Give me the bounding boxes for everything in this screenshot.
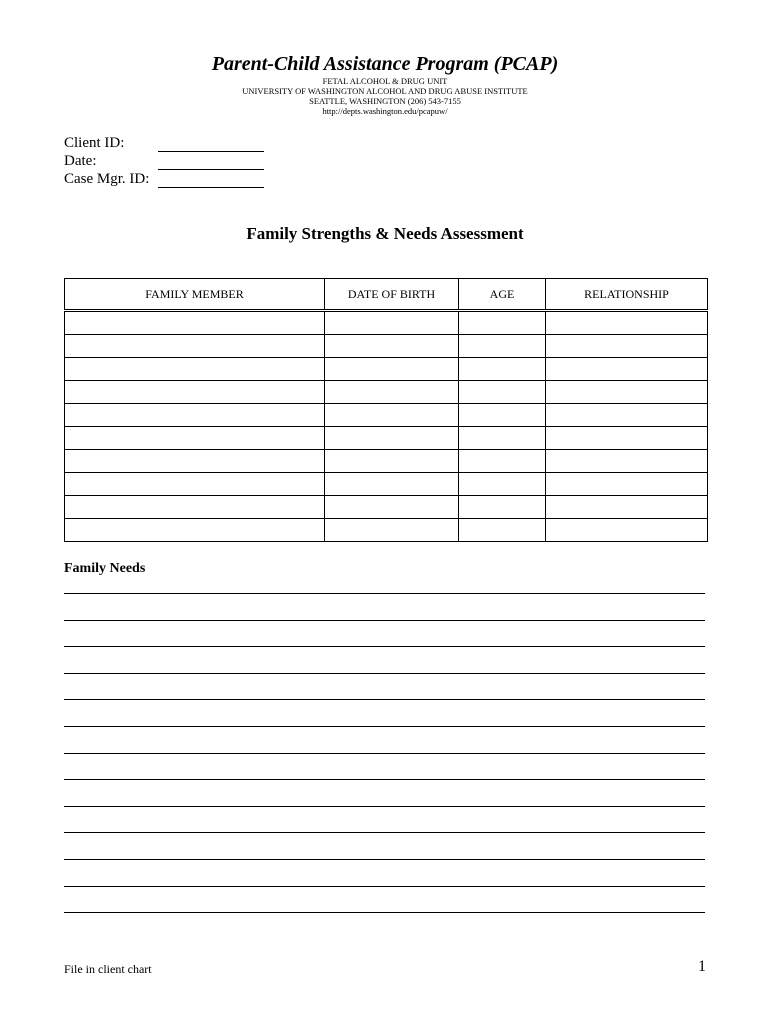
date-of-birth-cell[interactable] (325, 335, 459, 358)
institute-name: UNIVERSITY OF WASHINGTON ALCOHOL AND DRUG ABUSE INSTITUTE (242, 86, 528, 96)
age-cell[interactable] (459, 427, 546, 450)
column-header-age: AGE (459, 279, 546, 311)
client-id-row (64, 134, 264, 152)
client-id-field[interactable] (158, 137, 264, 152)
relationship-cell[interactable] (546, 450, 708, 473)
family-member-cell[interactable] (65, 358, 325, 381)
date-of-birth-cell[interactable] (325, 381, 459, 404)
family-member-cell[interactable] (65, 519, 325, 542)
family-members-table (64, 278, 708, 542)
client-id-label: Client ID: (64, 135, 125, 151)
relationship-cell[interactable] (546, 404, 708, 427)
relationship-cell[interactable] (546, 473, 708, 496)
writing-line[interactable] (64, 806, 705, 833)
table-row (65, 496, 708, 519)
age-cell[interactable] (459, 496, 546, 519)
writing-line[interactable] (64, 646, 705, 673)
unit-name: FETAL ALCOHOL & DRUG UNIT (322, 76, 448, 86)
family-member-cell[interactable] (65, 450, 325, 473)
family-member-cell[interactable] (65, 381, 325, 404)
age-cell[interactable] (459, 381, 546, 404)
family-member-cell[interactable] (65, 311, 325, 335)
relationship-cell[interactable] (546, 335, 708, 358)
relationship-cell[interactable] (546, 358, 708, 381)
case-mgr-id-row (64, 170, 264, 188)
document-header (0, 52, 770, 116)
column-header-date-of-birth: DATE OF BIRTH (325, 279, 459, 311)
column-header-family-member: FAMILY MEMBER (65, 279, 325, 311)
date-of-birth-cell[interactable] (325, 496, 459, 519)
relationship-cell[interactable] (546, 496, 708, 519)
age-cell[interactable] (459, 311, 546, 335)
age-cell[interactable] (459, 335, 546, 358)
family-member-cell[interactable] (65, 335, 325, 358)
table-row (65, 311, 708, 335)
writing-line[interactable] (64, 912, 705, 939)
family-needs-heading: Family Needs (64, 561, 146, 576)
writing-line[interactable] (64, 699, 705, 726)
table-row (65, 427, 708, 450)
table-header-row (65, 279, 708, 311)
family-needs-lines (64, 593, 705, 939)
relationship-cell[interactable] (546, 311, 708, 335)
writing-line[interactable] (64, 832, 705, 859)
age-cell[interactable] (459, 404, 546, 427)
date-label: Date: (64, 153, 97, 169)
date-row (64, 152, 264, 170)
writing-line[interactable] (64, 673, 705, 700)
relationship-cell[interactable] (546, 427, 708, 450)
website-url[interactable]: http://depts.washington.edu/pcapuw/ (322, 106, 448, 116)
writing-line[interactable] (64, 779, 705, 806)
address-phone: SEATTLE, WASHINGTON (206) 543-7155 (309, 96, 461, 106)
date-field[interactable] (158, 155, 264, 170)
relationship-cell[interactable] (546, 519, 708, 542)
age-cell[interactable] (459, 450, 546, 473)
document-title: Parent-Child Assistance Program (PCAP) (211, 53, 559, 75)
page-number: 1 (698, 958, 706, 975)
age-cell[interactable] (459, 519, 546, 542)
writing-line[interactable] (64, 886, 705, 913)
table-row (65, 519, 708, 542)
family-member-cell[interactable] (65, 473, 325, 496)
family-member-cell[interactable] (65, 427, 325, 450)
date-of-birth-cell[interactable] (325, 358, 459, 381)
relationship-cell[interactable] (546, 381, 708, 404)
writing-line[interactable] (64, 753, 705, 780)
date-of-birth-cell[interactable] (325, 519, 459, 542)
age-cell[interactable] (459, 473, 546, 496)
date-of-birth-cell[interactable] (325, 404, 459, 427)
table-row (65, 335, 708, 358)
age-cell[interactable] (459, 358, 546, 381)
case-mgr-id-label: Case Mgr. ID: (64, 171, 150, 187)
writing-line[interactable] (64, 620, 705, 647)
writing-line[interactable] (64, 859, 705, 886)
date-of-birth-cell[interactable] (325, 311, 459, 335)
family-member-cell[interactable] (65, 496, 325, 519)
table-row (65, 381, 708, 404)
date-of-birth-cell[interactable] (325, 473, 459, 496)
table-row (65, 473, 708, 496)
date-of-birth-cell[interactable] (325, 427, 459, 450)
footer-note: File in client chart (64, 962, 152, 976)
case-mgr-id-field[interactable] (158, 173, 264, 188)
table-row (65, 450, 708, 473)
writing-line[interactable] (64, 726, 705, 753)
family-member-cell[interactable] (65, 404, 325, 427)
date-of-birth-cell[interactable] (325, 450, 459, 473)
form-title: Family Strengths & Needs Assessment (246, 224, 524, 243)
table-row (65, 358, 708, 381)
table-row (65, 404, 708, 427)
column-header-relationship: RELATIONSHIP (546, 279, 708, 311)
writing-line[interactable] (64, 593, 705, 620)
client-info-fields (64, 134, 264, 188)
